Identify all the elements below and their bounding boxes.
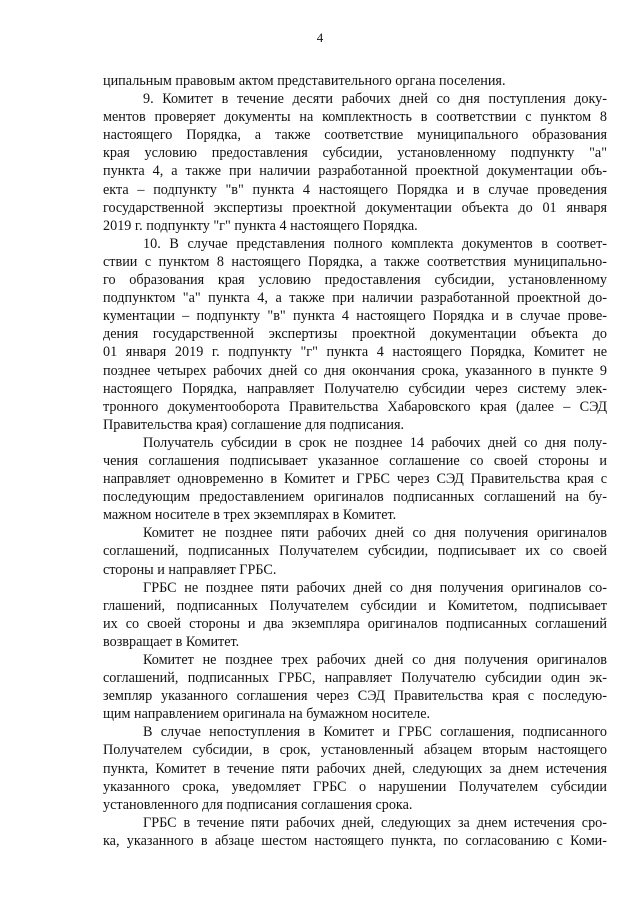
text-line: В случае непоступления в Комитет и ГРБС соглашения, подписанного (143, 724, 607, 741)
paragraph (103, 524, 607, 578)
text-line: Получатель субсидии в срок не позднее 14 рабочих дней со дня полу- (143, 434, 607, 451)
text-line: Комитет не позднее пяти рабочих дней со дня получения оригиналов (143, 525, 607, 542)
text-line: 01 января 2019 г. подпункту "г" пункта 4 настоящего Порядка, Комитет не (103, 344, 607, 361)
paragraph (103, 723, 607, 813)
text-line: ментов проверяет документы на комплектность в соответствии с пунктом 8 (103, 109, 607, 126)
text-line: земпляр указанного соглашения через СЭД Правительства края с последую- (103, 688, 607, 705)
text-line: пункта, Комитет в течение пяти рабочих дней, следующих за днем истечения (103, 760, 607, 777)
text-line: ствии с пунктом 8 настоящего Порядка, а также соответствия муниципально- (103, 253, 607, 270)
text-line: позднее четырех рабочих дней со дня окончания срока, указанного в пункте 9 (103, 362, 607, 379)
text-line: настоящего Порядка, а также соответствие муниципального образования (103, 127, 607, 144)
paragraph (103, 579, 607, 651)
text-line: их со своей стороны и два экземпляра оригиналов подписанных соглашений (103, 615, 607, 632)
paragraph (103, 90, 607, 235)
text-line: 2019 г. подпункту "г" пункта 4 настоящего Порядка. (103, 217, 418, 234)
text-line: ципальным правовым актом представительного органа поселения. (103, 73, 506, 89)
text-line: последующим предоставлением оригиналов подписанных соглашений на бу- (103, 489, 607, 506)
text-line: чения соглашения подписывает указанное соглашение со своей стороны и (103, 452, 607, 469)
text-line: соглашений, подписанных Получателем субсидии, подписывает их со своей (103, 543, 607, 560)
text-line: мажном носителе в трех экземплярах в Комитет. (103, 507, 397, 524)
text-line: 10. В случае представления полного комплекта документов в соответ- (143, 235, 607, 252)
text-line: края условию предоставления субсидии, установленному подпункту "а" (103, 145, 607, 162)
paragraph (103, 814, 607, 850)
text-line: возвращает в Комитет. (103, 633, 240, 650)
paragraph (103, 235, 607, 434)
text-line: го образования края условию предоставления субсидии, установленному (103, 272, 607, 289)
text-line: ГРБС не позднее пяти рабочих дней со дня получения оригиналов со- (143, 579, 607, 596)
paragraph (103, 434, 607, 524)
text-line: направляет одновременно в Комитет и ГРБС через СЭД Правительства края с (103, 471, 607, 488)
text-line: Правительства края) соглашение для подписания. (103, 416, 405, 433)
text-line: щим направлением оригинала на бумажном носителе. (103, 706, 431, 723)
text-line: екта – подпункту "в" пункта 4 настоящего Порядка и в случае проведения (103, 181, 607, 198)
paragraph (103, 72, 607, 90)
text-line: тронного документооборота Правительства Хабаровского края (далее – СЭД (103, 398, 607, 415)
text-line: соглашений, подписанных ГРБС, направляет Получателю субсидии один эк- (103, 670, 607, 687)
text-line: дения государственной экспертизы проектной документации объекта до (103, 326, 607, 343)
text-line: настоящего Порядка, направляет Получателю субсидии через систему элек- (103, 380, 607, 397)
text-line: Комитет не позднее трех рабочих дней со дня получения оригиналов (143, 652, 607, 668)
text-line: государственной экспертизы проектной документации объекта до 01 января (103, 199, 607, 216)
text-line: кументации – подпункту "в" пункта 4 настоящего Порядка и в случае прове- (103, 308, 607, 325)
text-line: указанного срока, уведомляет ГРБС о нарушении Получателем субсидии (103, 778, 607, 795)
text-line: Получателем субсидии, в срок, установленный абзацем вторым настоящего (103, 742, 607, 759)
text-line: глашений, подписанных Получателем субсидии и Комитетом, подписывает (103, 597, 607, 614)
text-line: ГРБС в течение пяти рабочих дней, следующих за днем истечения сро- (143, 814, 607, 831)
text-line: стороны и направляет ГРБС. (103, 561, 277, 578)
text-line: 9. Комитет в течение десяти рабочих дней со дня поступления доку- (143, 91, 607, 108)
text-line: ка, указанного в абзаце шестом настоящего пункта, по согласованию с Коми- (103, 832, 607, 849)
document-body (103, 72, 607, 850)
text-line: установленного для подписания соглашения срока. (103, 796, 413, 813)
page-number: 4 (316, 30, 324, 45)
paragraph (103, 651, 607, 723)
text-line: подпунктом "а" пункта 4, а также при наличии разработанной проектной до- (103, 290, 607, 307)
text-line: пункта 4, а также при наличии разработанной проектной документации объ- (103, 163, 607, 180)
